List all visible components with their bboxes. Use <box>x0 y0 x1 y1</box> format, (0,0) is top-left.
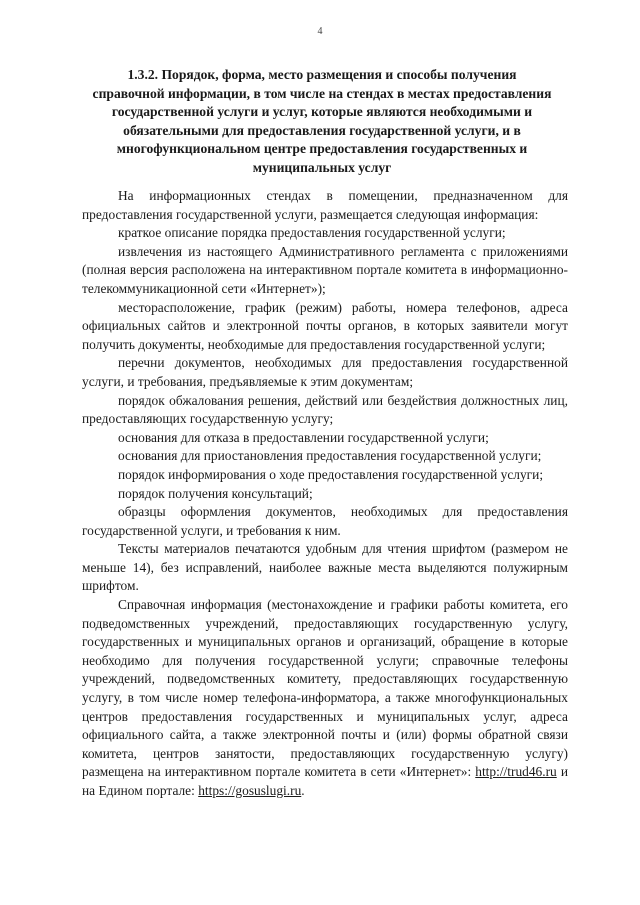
list-item: порядок получения консультаций; <box>118 485 313 501</box>
paragraph-intro: На информационных стендах в помещении, предназначенном для предоставления государственной услуги, размещается следующая информация: <box>82 188 568 222</box>
list-item: основания для приостановления предоставления государственной услуги; <box>118 448 542 464</box>
unified-portal-link[interactable]: https://gosuslugi.ru <box>198 783 302 798</box>
connector-text: и на Едином портале: <box>82 764 568 798</box>
list-item: порядок обжалования решения, действий или бездействия должностных лиц, предоставляющих государственную услугу; <box>82 392 568 427</box>
page-number: 4 <box>317 26 323 37</box>
body-text <box>82 187 568 801</box>
committee-portal-link[interactable]: http://trud46.ru <box>475 764 557 780</box>
paragraph-reference-info <box>82 596 568 801</box>
list-item: порядок информирования о ходе предоставления государственной услуги; <box>118 466 544 482</box>
list-item: краткое описание порядка предоставления государственной услуги; <box>118 225 506 241</box>
list-item: перечни документов, необходимых для предоставления государственной услуги, и требования, предъявляемые к этим документам; <box>82 355 568 389</box>
paragraph-fonts: Тексты материалов печатаются удобным для чтения шрифтом (размером не меньше 14), без исправлений, наиболее важные места выделяются полужирным шрифтом. <box>82 541 568 594</box>
list-item: месторасположение, график (режим) работы, номера телефонов, адреса официальных сайтов и электронной почты органов, в которых заявители могут получить документы, необходимые для предоставления государственной услуги; <box>82 299 568 352</box>
list-item: образцы оформления документов, необходимых для предоставления государственной услуги, и требования к ним. <box>82 504 568 538</box>
reference-info-text: Справочная информация (местонахождение и графики работы комитета, его подведомственных учреждений, предоставляющих государственную услугу, государственных и муниципальных органов и организаций, обращение в которые необходимо для получения государственной услуги; справочные телефоны учреждений, подведомственных комитету, предоставляющих государственную услугу, в том числе номер телефона-информатора, а также многофункциональных центров предоставления государственных и муниципальных услуг, адреса официального сайта, а также электронной почты и (или) формы обратной связи комитета, центров занятости, предоставляющих государственную услугу) размещена на интерактивном портале комитета в сети «Интернет»: <box>82 597 568 780</box>
section-heading: 1.3.2. Порядок, форма, место размещения и способы получения справочной информации, в том числе на стендах в местах предоставления государственной услуги и услуг, которые являются необходимыми и обязательными для предоставления государственной услуги, и в многофункциональном центре предоставления государственных и муниципальных услуг <box>92 67 552 175</box>
list-item: извлечения из настоящего Административного регламента с приложениями (полная версия расположена на интерактивном портале комитета в информационно-телекоммуникационной сети «Интернет»); <box>82 243 568 296</box>
sentence-end: . <box>301 783 305 798</box>
list-item: основания для отказа в предоставлении государственной услуги; <box>118 429 489 445</box>
